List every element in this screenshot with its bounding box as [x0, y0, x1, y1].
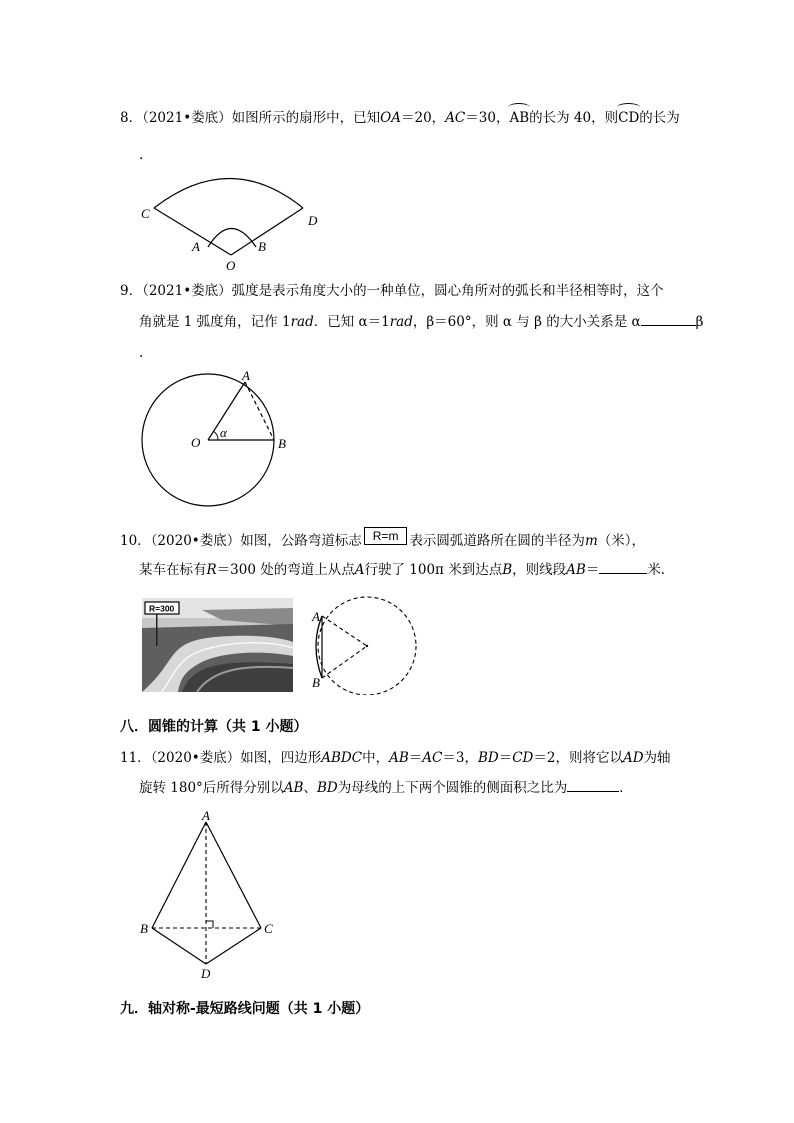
- q9-answer-blank[interactable]: [641, 313, 696, 326]
- q8-number: 8．: [120, 110, 143, 126]
- q10-var: B: [502, 562, 513, 578]
- q9-circle-figure: [135, 365, 305, 525]
- q10-text: 行驶了 100π 米到达点: [364, 562, 503, 578]
- section-8-heading: 八．圆锥的计算（共 1 小题）: [120, 719, 308, 735]
- q8-label-o: O: [226, 258, 236, 273]
- q10-var: R: [206, 562, 217, 578]
- q9-text: 弧度是表示角度大小的一种单位，圆心角所对的弧长和半径相等时，这个: [231, 283, 664, 299]
- q10-text: ＝: [585, 562, 600, 578]
- q10-var: AB: [566, 562, 586, 578]
- q11-text: ＝2，则将它以: [533, 750, 623, 766]
- q11-text: 为轴: [643, 750, 671, 766]
- q8-line1: [120, 109, 680, 127]
- q9-text: ．已知 α＝1: [313, 314, 390, 330]
- q8-arc-ab: AB: [509, 110, 530, 126]
- q10-label-b: B: [312, 675, 320, 690]
- q11-right-angle-mark: [206, 921, 213, 928]
- q11-text: ＝: [408, 750, 423, 766]
- q10-var: A: [354, 562, 365, 578]
- q9-label-alpha: α: [220, 425, 227, 440]
- q11-text: 旋转 180°后所得分别以: [139, 780, 284, 796]
- q11-text: 为母线的上下两个圆锥的侧面积之比为: [337, 780, 568, 796]
- q10-arc-ab: [316, 616, 322, 678]
- q10-text: （米），: [597, 533, 645, 549]
- q9-text: 角就是 1 弧度角，记作 1: [139, 314, 291, 330]
- q11-label-b: B: [140, 921, 148, 936]
- q11-text: 如图，四边形: [240, 750, 322, 766]
- q8-source: （2021•娄底）: [142, 110, 232, 126]
- q8-label-c: C: [141, 206, 150, 221]
- q8-text: 的长为 40，则: [529, 110, 619, 126]
- q10-text: ，则线段: [512, 562, 567, 578]
- q11-side-cd: [206, 928, 261, 964]
- q8-sector-figure: [135, 165, 335, 275]
- q11-side-bd: [152, 928, 206, 964]
- q8-label-a: A: [192, 239, 200, 254]
- q11-line1: [120, 749, 671, 767]
- q9-line1: [120, 282, 664, 300]
- road-curve-photo: [142, 598, 293, 692]
- q11-label-a: A: [202, 808, 210, 823]
- q9-number: 9．: [120, 283, 143, 299]
- q8-end: .: [139, 147, 144, 163]
- q10-line1: [120, 528, 645, 551]
- q11-line2: [139, 779, 633, 797]
- q8-text: 的长为: [639, 110, 680, 126]
- q10-var: m: [584, 533, 598, 549]
- q8-text: 如图所示的扇形中，已知: [231, 110, 381, 126]
- q8-var: OA: [380, 110, 401, 126]
- q10-center-dot: [366, 645, 368, 647]
- q9-chord-ab: [245, 382, 274, 440]
- q11-number: 11．: [120, 750, 151, 766]
- q8-outer-arc: [154, 179, 303, 209]
- q10-text: ＝300 处的弯道上从点: [216, 562, 355, 578]
- q8-label-d: D: [308, 213, 318, 228]
- q11-side-ab: [152, 822, 206, 928]
- q8-text: ＝20，: [401, 110, 446, 126]
- q10-circle-figure: [305, 595, 425, 695]
- q11-kite-figure: [135, 808, 285, 988]
- q11-side-ac: [206, 822, 261, 928]
- q9-label-a: A: [242, 368, 250, 383]
- q10-text: 米．: [647, 562, 675, 578]
- q8-arc-cd: CD: [618, 110, 640, 126]
- q11-text: 中，: [362, 750, 390, 766]
- q10-text: 某车在标有: [139, 562, 207, 578]
- q11-text: ＝3，: [442, 750, 478, 766]
- q11-text: 、: [303, 780, 317, 796]
- q9-text: β: [695, 314, 704, 330]
- q11-var: AC: [422, 750, 443, 766]
- q9-end: .: [139, 345, 144, 361]
- q11-var: AD: [622, 750, 644, 766]
- q9-text: ，β＝60°，则 α 与 β 的大小关系是 α: [412, 314, 641, 330]
- q11-var: AB: [389, 750, 409, 766]
- q11-var: AB: [283, 780, 304, 796]
- q9-label-b: B: [278, 436, 286, 451]
- q10-number: 10．: [120, 533, 151, 549]
- q11-text: ．: [619, 780, 633, 796]
- q9-rad: rad: [290, 314, 314, 330]
- q10-radius-b: [322, 646, 367, 678]
- q9-label-o: O: [191, 435, 201, 450]
- q11-var: BD: [316, 780, 338, 796]
- q8-label-b: B: [258, 239, 266, 254]
- q11-var: ABDC: [321, 750, 363, 766]
- q11-label-c: C: [264, 921, 273, 936]
- section-9-heading: 九．轴对称-最短路线问题（共 1 小题）: [120, 1001, 370, 1017]
- q11-answer-blank[interactable]: [567, 779, 619, 792]
- q10-radius-a: [322, 616, 367, 646]
- q10-answer-blank[interactable]: [599, 561, 647, 574]
- q11-label-d: D: [201, 966, 211, 981]
- q10-line2: [139, 561, 674, 579]
- q9-angle-mark: [213, 431, 218, 440]
- q9-rad: rad: [389, 314, 413, 330]
- q11-var: CD: [512, 750, 534, 766]
- q11-text: ＝: [498, 750, 513, 766]
- q9-line2: [139, 313, 703, 331]
- q8-inner-arc: [208, 229, 256, 248]
- q10-text: 如图，公路弯道标志: [240, 533, 362, 549]
- q10-road-sign: R=m: [364, 527, 408, 545]
- q10-label-a: A: [312, 609, 320, 624]
- q10-source: （2020•娄底）: [150, 533, 241, 549]
- photo-sign-text: R=300: [149, 603, 175, 614]
- q10-text: 表示圆弧道路所在圆的半径为: [409, 533, 585, 549]
- q8-var: AC: [445, 110, 466, 126]
- q8-text: ＝30，: [465, 110, 510, 126]
- q9-source: （2021•娄底）: [142, 283, 232, 299]
- q11-source: （2020•娄底）: [150, 750, 241, 766]
- q11-var: BD: [477, 750, 499, 766]
